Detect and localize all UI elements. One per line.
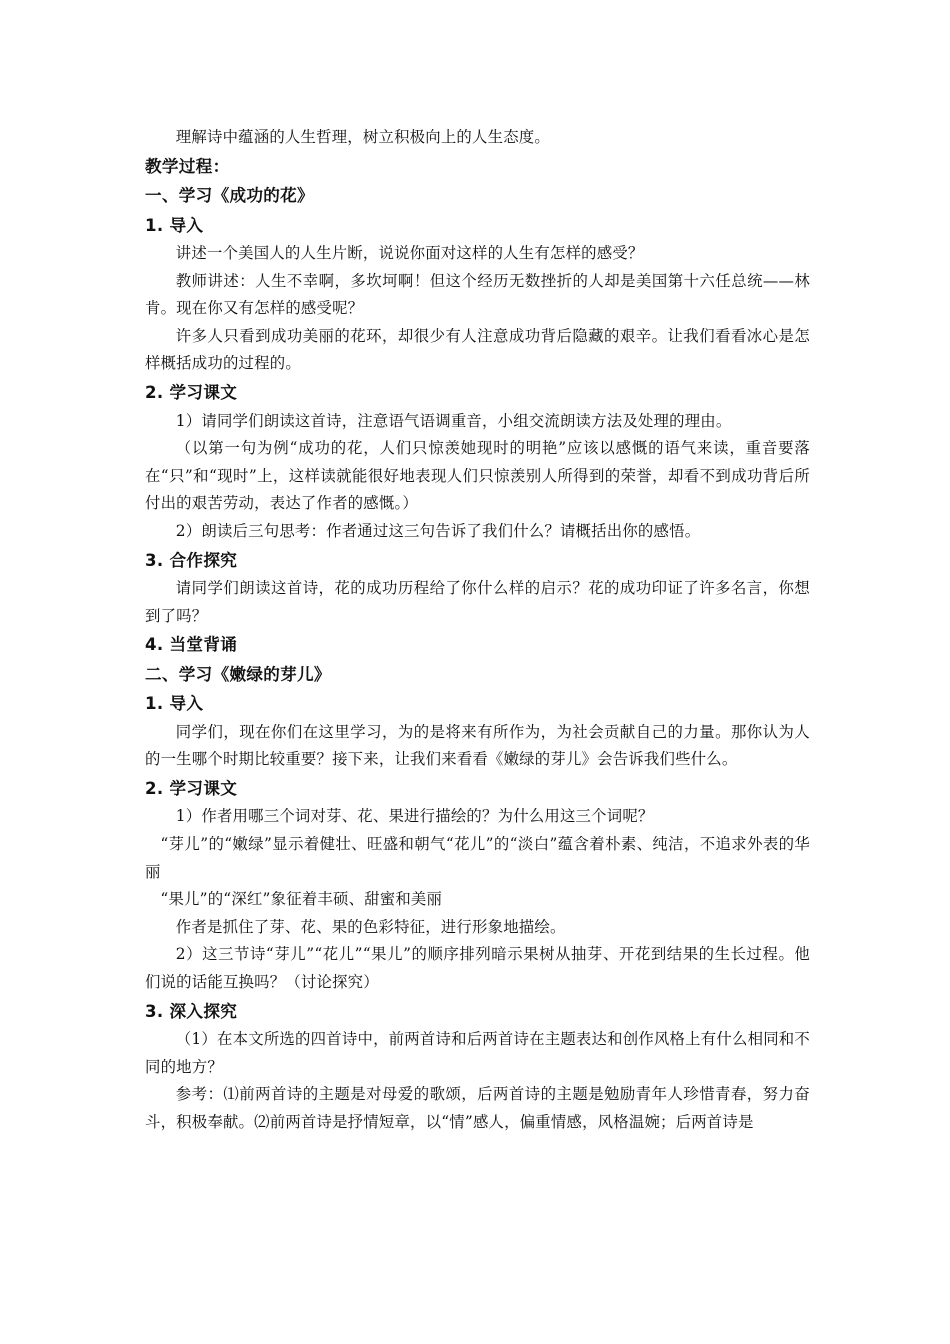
subsection-heading: 2. 学习课文 — [145, 778, 238, 798]
paragraph: “果儿”的“深红”象征着丰硕、甜蜜和美丽 — [160, 890, 443, 909]
paragraph: “芽儿”的“嫩绿”显示着健壮、旺盛和朝气“花儿”的“淡白”蕴含着朴素、纯洁，不追求外表的华丽 — [145, 835, 810, 881]
paragraph: 同学们，现在你们在这里学习，为的是将来有所作为，为社会贡献自己的力量。那你认为人的一生哪个时期比较重要？接下来，让我们来看看《嫩绿的芽儿》会告诉我们些什么。 — [145, 722, 810, 769]
paragraph: 教师讲述：人生不幸啊，多坎坷啊！但这个经历无数挫折的人却是美国第十六任总统——林肯。现在你又有怎样的感受呢？ — [145, 271, 810, 318]
paragraph: 1）作者用哪三个词对芽、花、果进行描绘的？为什么用这三个词呢？ — [175, 807, 654, 826]
section-heading: 二、学习《嫩绿的芽儿》 — [145, 664, 331, 684]
paragraph: 2）这三节诗“芽儿”“花儿”“果儿”的顺序排列暗示果树从抽芽、开花到结果的生长过程。他们说的话能互换吗？（讨论探究） — [145, 945, 810, 991]
section-heading: 一、学习《成功的花》 — [145, 186, 314, 206]
paragraph: 请同学们朗读这首诗，花的成功历程给了你什么样的启示？花的成功印证了许多名言，你想到了吗？ — [145, 579, 810, 625]
subsection-heading: 3. 深入探究 — [145, 1001, 238, 1021]
subsection-heading: 2. 学习课文 — [145, 383, 238, 403]
document-body — [145, 124, 810, 1136]
paragraph: 讲述一个美国人的人生片断，说说你面对这样的人生有怎样的感受？ — [175, 244, 644, 263]
paragraph: 2）朗读后三句思考：作者通过这三句告诉了我们什么？请概括出你的感悟。 — [175, 521, 701, 540]
paragraph: 1）请同学们朗读这首诗，注意语气语调重音，小组交流朗读方法及处理的理由。 — [175, 411, 732, 430]
paragraph: 理解诗中蕴涵的人生哲理，树立积极向上的人生态度。 — [175, 128, 550, 146]
section-heading: 教学过程： — [145, 156, 230, 176]
subsection-heading: 4. 当堂背诵 — [145, 635, 238, 655]
paragraph: 作者是抓住了芽、花、果的色彩特征，进行形象地描绘。 — [175, 917, 566, 936]
paragraph: （1）在本文所选的四首诗中，前两首诗和后两首诗在主题表达和创作风格上有什么相同和不同的地方？ — [145, 1030, 810, 1076]
paragraph: （以第一句为例“成功的花，人们只惊羡她现时的明艳”应该以感慨的语气来读，重音要落在“只”和“现时”上，这样读就能很好地表现人们只惊羡别人所得到的荣誉，却看不到成功背后所付出的艰苦劳动，表达了作者的感慨。） — [145, 439, 810, 513]
subsection-heading: 1. 导入 — [145, 694, 204, 714]
paragraph: 参考：⑴前两首诗的主题是对母爱的歌颂，后两首诗的主题是勉励青年人珍惜青春，努力奋斗，积极奉献。⑵前两首诗是抒情短章，以“情”感人，偏重情感，风格温婉；后两首诗是 — [145, 1085, 810, 1131]
subsection-heading: 3. 合作探究 — [145, 550, 238, 570]
paragraph: 许多人只看到成功美丽的花环，却很少有人注意成功背后隐藏的艰辛。让我们看看冰心是怎样概括成功的过程的。 — [145, 326, 810, 373]
subsection-heading: 1. 导入 — [145, 215, 204, 235]
